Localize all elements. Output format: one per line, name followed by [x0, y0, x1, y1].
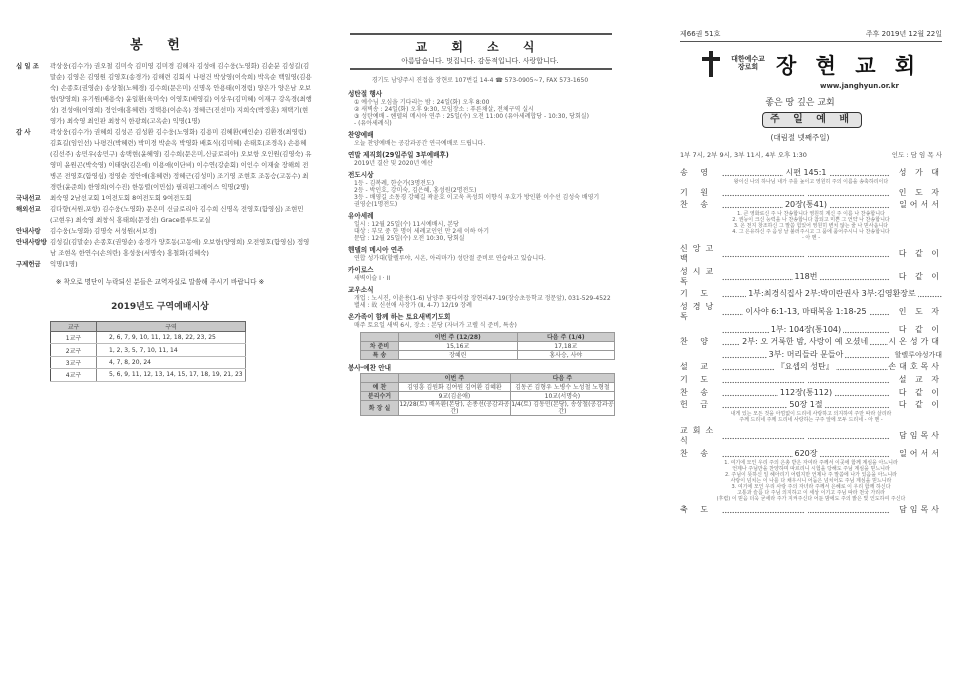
news-section-infant	[348, 212, 614, 242]
col-header: 구역	[97, 322, 246, 332]
subtext-line: 사랑이 넘치는 이 나를 다 채우시니 어둠은 넘치어도 주님 계심을 믿느니라	[730, 477, 892, 484]
subtext-line: 내게 있는 모든 것을 아낌없이 드리네 사랑하고 의지하여 주만 따라 살리라	[730, 411, 892, 418]
offering-page	[0, 0, 320, 382]
offering-label: 안내사랑	[16, 227, 41, 235]
section-heading: 교우소식	[348, 286, 374, 294]
order-content	[722, 505, 890, 515]
cell: 3교구	[51, 356, 97, 368]
table-row	[361, 383, 615, 392]
cell: 김영흥 김원화 김여원 김여환 김혜환	[399, 383, 511, 392]
news-line: - (유아세례식)	[354, 120, 392, 127]
offering-names: 곽상웅(김수가) 권오철 김미숙 김미영 김미경 김해자 김성애 김수웅(노영화) 김순분 김성길(김말순) 김영은 김영원 김영호(송경가) 김해련 김회식 나평건 박상영(이숙희) 박옥순 백일영(김용숙) 손종호(권영순) 송상철(노혜경) 김수희(문은미) 신명옥 안용태(이경림) 양은가 양은남 오보항(양영희) 유기원(배용숙) 윤일환(육미숙) 이영호(배영길) 이상우(김미혜) 이재구 강옥경(최행상) 전성애(이영희) 정인애(홍혜련) 정택용(이순옥) 정혜근(진선미) 지희숙(박정훈) 채택기(현영가) 최숙영 최인판 최창식 한광희(고옥순) 익명(1명)	[50, 62, 312, 125]
section-heading: 찬양예배	[348, 131, 374, 139]
news-section-praise	[348, 131, 614, 147]
section-heading: 온가족이 함께 하는 토요새벽기도회	[348, 313, 451, 321]
offering-section	[16, 237, 312, 259]
section-heading: 유아세례	[348, 212, 374, 220]
offering-section	[16, 204, 312, 226]
order-label: 기 도	[680, 374, 713, 384]
order-label: 헌 금	[680, 400, 713, 410]
order-performer: 성 가 대	[898, 167, 942, 177]
news-line: 2019년 결산 및 2020년 예산	[354, 160, 433, 167]
order-item: 2부: 오 거룩한 밤, 사랑이 예 오셨네	[742, 337, 869, 347]
district-awards-title: 2019년도 구역예배시상	[111, 302, 209, 312]
news-line: ③ 성탄예배 - 헨델의 메시아 연주 : 25일(수) 오전 11:00 (유아세례합당 - 10:30, 당회실)	[354, 113, 589, 120]
order-label: 찬 양	[680, 337, 713, 347]
offering-list	[16, 61, 312, 270]
order-performer: 인 도 자	[898, 187, 942, 197]
order-row	[680, 302, 942, 322]
offering-section	[16, 259, 312, 270]
offering-label: 해외선교	[16, 205, 41, 213]
news-line: 1등 - 김복례, 한순가(3명전도)	[354, 180, 435, 187]
news-line: 2등 - 박인호, 강미숙, 김은혜, 홍성원(2명전도)	[354, 187, 477, 194]
order-performer: 인 도 자	[898, 306, 942, 316]
news-column	[348, 90, 614, 416]
cell: 17,18교	[517, 342, 614, 351]
table-row	[361, 401, 615, 416]
offering-label: 십 일 조	[16, 62, 39, 70]
church-name: 장 현 교 회	[776, 53, 922, 78]
divider	[680, 41, 942, 42]
offering-label: 구제헌금	[16, 260, 41, 268]
cell: 김동곤 김형우 노병수 노성철 노형철	[510, 383, 614, 392]
order-content	[722, 337, 888, 347]
issue-date: 주후 2019년 12월 22일	[865, 30, 942, 38]
table-row	[361, 342, 615, 351]
subtext-line: 고통과 슬픔 다 주님 의지하고 이 세상 이기고 주님 따라 천국 가리라	[737, 489, 885, 496]
subtext-line: 언제나 주님만을 찬양하며 따르리니 시험을 당해도 주님 계심을 믿느니라	[732, 465, 890, 472]
news-line: ① 예수님 오심을 기다리는 밤 : 24일(화) 오후 8:00	[354, 99, 490, 106]
col-header	[361, 333, 399, 342]
order-label: 찬 송	[680, 200, 713, 210]
news-line: 3등 - 배영길 소동경 강혜길 곽윤호 이고욱 옥성희 이향식 우호가 방인환 이수선 김성숙 배영기	[354, 194, 600, 201]
section-heading: 헨델의 메시아 연주	[348, 246, 404, 254]
offering-names: 익명(1명)	[50, 260, 78, 268]
order-content	[722, 325, 890, 335]
cell: 특 송	[361, 351, 399, 360]
cell: 화 장 실	[361, 401, 399, 416]
offering-names: 김수웅(노영화) 김명숙 서성원(서보경)	[50, 227, 157, 235]
news-line: 권영순(1명전도)	[354, 201, 398, 208]
offering-title: 봉 헌	[130, 38, 190, 53]
section-heading: 전도시상	[348, 171, 374, 179]
order-performer: 다 같 이	[898, 271, 942, 281]
order-item	[804, 375, 808, 384]
cell: 4교구	[51, 369, 97, 381]
order-performer: 담임목사	[899, 504, 942, 514]
offering-section	[16, 226, 312, 237]
order-content	[722, 249, 890, 259]
order-item: 시편 145:1	[785, 167, 827, 177]
order-row	[680, 337, 942, 347]
order-item	[804, 249, 808, 258]
offering-names: 김성길(김말순) 손종호(권영순) 송경가 양호동(고동애) 오보항(양영희) 오전영호(함영심) 정영남 조현옥 한연수(손의란) 홍성웅(서명숙) 홍철화(김혜숙)	[50, 238, 310, 257]
order-row	[680, 289, 942, 299]
order-performer: 일어서서	[899, 200, 942, 210]
order-label: 기 원	[680, 187, 713, 197]
news-line: 대상 : 부모 중 한 명이 세례교인인 만 2세 이하 아기	[354, 228, 490, 235]
order-item	[804, 431, 808, 440]
order-content	[722, 449, 890, 459]
news-section-messiah	[348, 246, 614, 262]
order-subtext	[700, 411, 922, 423]
order-row	[680, 400, 942, 410]
cell: 10교(서명숙)	[510, 392, 614, 401]
cell: 2교구	[51, 344, 97, 356]
order-content	[722, 362, 888, 372]
news-title: 교 회 소 식	[415, 40, 545, 54]
order-label: 찬 송	[680, 387, 713, 397]
subtext-line: 1. 여기에 모인 우리 주의 은총 받은 자여라 주께서 이곳에 함께 계심을 아느니라	[724, 459, 898, 466]
order-performer: 손대호목사	[888, 362, 942, 372]
service-guide	[348, 364, 614, 416]
news-line: 매주 토요일 새벽 6시, 장소 : 본당 (자녀가 고렐 식 준비, 특송)	[354, 322, 517, 329]
service-table	[360, 373, 615, 416]
service-title: 주 일 예 배	[762, 112, 862, 128]
order-content	[722, 168, 890, 178]
order-row	[680, 200, 942, 210]
cell: 12/28(토) 배옥환(본당), 손종선(공감과공간)	[399, 401, 510, 415]
table-row	[51, 332, 246, 344]
saturday-table	[360, 332, 615, 360]
news-section-kairos	[348, 266, 614, 282]
order-label: 신앙고백	[680, 244, 719, 264]
order-row	[680, 325, 942, 335]
order-content	[722, 272, 890, 282]
col-header: 다음 주	[510, 374, 614, 383]
slogan: 좋은 땅 깊은 교회	[765, 98, 835, 108]
subtext-line: 3. 여기에 모인 우리 사랑 주의 자녀라 주께서 은혜로 이 우리 함께 하신다	[731, 483, 891, 490]
order-row	[680, 388, 942, 398]
news-section-members	[348, 286, 614, 309]
service-leader: 인도 : 담 임 목 사	[891, 151, 942, 159]
order-row	[680, 449, 942, 459]
cell: 9교(김윤애)	[399, 392, 511, 401]
offering-label: 감 사	[16, 128, 31, 136]
order-item: 이사야 6:1-13, 마태복음 1:18-25	[745, 306, 867, 316]
order-item: 118번	[794, 271, 818, 281]
news-line: 오늘 찬양예배는 공감과공간 연극예배로 드립니다.	[354, 140, 486, 147]
order-row	[680, 362, 942, 372]
table-row	[361, 351, 615, 360]
volume-number: 제66권 51호	[680, 30, 721, 38]
cell: 5, 6, 9, 11, 12, 13, 14, 15, 17, 18, 19, 21, 23	[97, 369, 246, 381]
news-line: 별세 : 故 신선애 사장가 (Ⅱ, 4-7) 12/19 장례	[354, 302, 472, 309]
order-item: 1부:최경식집사 2부:박미란권사 3부:김영환장로	[748, 289, 916, 299]
divider	[350, 68, 612, 70]
cell: 1교구	[51, 332, 97, 344]
service-times: 1부 7시, 2부 9시, 3부 11시, 4부 오후 1:30	[680, 151, 807, 159]
offering-names: 김다향(서원,포항) 김수웅(노영화) 문은미 신글로리아 김수희 신명옥 전영호(함영심) 조현민(고현우) 최숙영 최창식 홍태희(문정선) Grace플루트교실	[50, 205, 304, 224]
cell: 1, 2, 3, 5, 7, 10, 11, 14	[97, 344, 246, 356]
order-content	[722, 307, 890, 317]
divider	[350, 33, 612, 35]
order-performer: 다 같 이	[898, 324, 942, 334]
order-row	[680, 267, 942, 287]
order-item: 50장 1절	[789, 400, 823, 410]
section-heading: 성탄절 행사	[348, 90, 383, 98]
order-row	[680, 426, 942, 446]
order-performer: 담임목사	[899, 431, 942, 441]
col-header: 이번 주 (12/28)	[399, 333, 518, 342]
cell: 1/4(토) 김동민(본당), 송상철(공감과공간)	[511, 401, 614, 415]
news-line: 문답 : 12월 25일(수) 오전 10:30, 당회실	[354, 235, 465, 242]
district-awards-table	[50, 321, 246, 382]
news-line: ② 새벽송 : 24일(화) 오후 9:30, 모임장소 : 푸른채살, 전체구역 실시	[354, 106, 534, 113]
order-content	[722, 388, 890, 398]
news-section-evangelism	[348, 171, 614, 208]
church-url[interactable]: www.janghyun.or.kr	[820, 82, 899, 90]
order-label: 찬 송	[680, 448, 713, 458]
cell: 4, 7, 8, 20, 24	[97, 356, 246, 368]
order-row	[680, 375, 942, 385]
order-subtext	[700, 211, 922, 241]
denomination: 대한예수교 장로회	[731, 55, 765, 71]
cross-logo-icon	[702, 51, 720, 77]
subtext-line: 1. 큰 영화로신 주 나 찬송합니다 영원히 계신 주 이름 나 찬송합니다	[737, 211, 885, 218]
cell: 차 준비	[361, 342, 399, 351]
order-performer: 할렐루야성가대	[894, 350, 942, 359]
subtext-line: 3. 온 천지 창조하신 그 말씀 힘있어 영원히 변치 않는 줄 나 믿사옵니다	[733, 223, 889, 230]
offering-label: 안내사랑방	[16, 238, 47, 246]
order-performer: 다 같 이	[898, 400, 942, 410]
order-performer: 일어서서	[899, 448, 942, 458]
offering-section	[16, 61, 312, 127]
offering-section	[16, 127, 312, 193]
order-content	[722, 188, 890, 198]
subtext-line: 주께 드리네 주께 드리네 사랑하는 구주 앞에 모두 드리네 - 아 멘 -	[739, 417, 883, 424]
cell: 홍사승, 사야	[517, 351, 614, 360]
col-header: 이번 주	[399, 374, 511, 383]
section-heading: 연말 제직회(29일주일 3부예배후)	[348, 151, 449, 159]
worship-order	[680, 165, 942, 515]
order-label: 교회소식	[680, 426, 719, 446]
order-label: 성시교독	[680, 266, 719, 286]
cell: 예 찬	[361, 383, 399, 392]
order-performer: 시온성가대	[888, 337, 942, 347]
order-label: 송 영	[680, 167, 713, 177]
order-label: 축 도	[680, 504, 713, 514]
order-item: 3부: 머리들라 문들아	[768, 349, 844, 359]
order-label: 기 도	[680, 289, 713, 299]
col-header: 다음 주 (1/4)	[517, 333, 614, 342]
order-row	[680, 244, 942, 264]
order-row	[680, 188, 942, 198]
order-item: 620장	[794, 448, 818, 458]
order-performer: 다 같 이	[898, 249, 942, 259]
order-content	[722, 375, 890, 385]
order-item: 20장(통41)	[784, 200, 828, 210]
news-sections	[348, 90, 614, 360]
order-row	[680, 505, 942, 515]
news-line: 새벽이슬 I · II	[354, 275, 391, 282]
offering-label: 국내선교	[16, 194, 41, 202]
section-heading: 카이로스	[348, 266, 374, 274]
news-line: 개업 : 노시진, 이윤용(1-6) 남양주 꽃다이잡 장현리47-19(장승초등학교 정문앞), 031-529-4522	[354, 295, 611, 302]
season: (대림절 넷째주일)	[770, 133, 830, 142]
order-content	[722, 431, 890, 441]
offering-section	[16, 193, 312, 204]
table-row	[51, 356, 246, 368]
order-item: 112장(통112)	[779, 387, 833, 397]
cell: 2, 6, 7, 9, 10, 11, 12, 18, 22, 23, 25	[97, 332, 246, 344]
col-header: 교구	[51, 322, 97, 332]
cell: 장혜린	[399, 351, 518, 360]
order-item: 1부: 104장(통104)	[770, 324, 842, 334]
omission-note: ※ 착오로 명단이 누락되신 분들은 교역자실로 말씀해 주시기 바랍니다 ※	[55, 278, 265, 286]
church-address: 경기도 남양주시 진접읍 장현로 107번길 14-4 ☎ 573-0905~7, FAX 573-1650	[371, 77, 589, 84]
order-label: 설 교	[680, 362, 713, 372]
subtext-line: 왕이신 나의 하나님 내가 주를 높이고 영원히 주의 이름을 송축하리이다	[733, 178, 889, 185]
order-content	[722, 350, 890, 360]
order-performer: 설 교 자	[898, 374, 942, 384]
col-header	[361, 374, 399, 383]
motto: 아름답습니다. 멋집니다. 감동적입니다. 사랑합니다.	[401, 57, 559, 65]
subtext-line: 4. 그 은유하신 주 음성 날 불러주시고 그 품에 품어주시니 나 찬송합니다	[732, 229, 890, 236]
cell: 분리수거	[361, 392, 399, 401]
news-section-saturday	[348, 313, 614, 360]
order-subtext	[700, 179, 922, 185]
order-item	[804, 505, 808, 514]
news-section-yearend	[348, 151, 614, 167]
subtext-line: 2. 주님이 뜻하신 일 헤아리기 어렵지만 언제나 주 말씀에 나가 있음을 아느니라	[725, 471, 897, 478]
order-subtext	[700, 460, 922, 502]
order-row	[680, 350, 942, 360]
order-row	[680, 168, 942, 178]
offering-names: 곽상웅(김수가) 권혜희 김성곤 김성환 김수웅(노영화) 김용미 김혜환(배인순) 김환경(최영림) 김효길(임인선) 나평건(박혜련) 박미경 박순옥 박영화 배효식(김미혜) 손태호(조경옥) 손용혜(김선주) 송민우(송민구) 송택현(윤혜영) 김수희(문은미,신글로리아) 오보항 오인원(김영숙) 유영미 윤원곤(박숙영) 이태량(김은애) 이용애(이단비) 이수연(강순회) 이인수 이재술 장해희 전병곤 전영호(함영심) 정영순 정안애(홍혜련) 정혜근(김성미) 조기영 조현호 조동승(고동수) 최경란(윤준희) 한영희(이수진) 한동렬(이민섭) 필리핀그레이스 익명(2명)	[50, 128, 312, 191]
table-row	[51, 369, 246, 381]
subtext-line: 2. 권능이 크신 능력을 나 찬송합니다 참되고 미쁜 그 언약 나 찬송합니다	[732, 217, 890, 224]
offering-names: 최숙영 2남선교회 1여전도회 8여전도회 9여전도회	[50, 194, 192, 202]
news-line: 연합 성가대(할렐루야, 시온, 아리마가) 성탄절 준비로 연습하고 있습니다.	[354, 255, 546, 262]
cell: 15,16교	[399, 342, 518, 351]
order-performer: 다 같 이	[898, 387, 942, 397]
order-content	[722, 200, 890, 210]
section-heading: 봉사·예찬 안내	[348, 364, 392, 372]
table-row	[361, 392, 615, 401]
order-content	[722, 400, 890, 410]
news-line: 일시 : 12월 25일(수) 11시예배시, 본당	[354, 221, 459, 228]
subtext-line: (후렴) 이 믿음 더욱 굳세라 주가 지켜주신다 어둔 밤에도 주의 밝은 빛 인도하여 주신다	[716, 495, 906, 502]
table-row	[51, 344, 246, 356]
order-item	[804, 188, 808, 197]
news-section-christmas	[348, 90, 614, 127]
subtext-line: - 아 멘 -	[801, 235, 821, 242]
order-label: 성경낭독	[680, 301, 719, 321]
order-content	[722, 289, 942, 299]
order-item: 『요셉의 성탄』	[776, 362, 834, 372]
